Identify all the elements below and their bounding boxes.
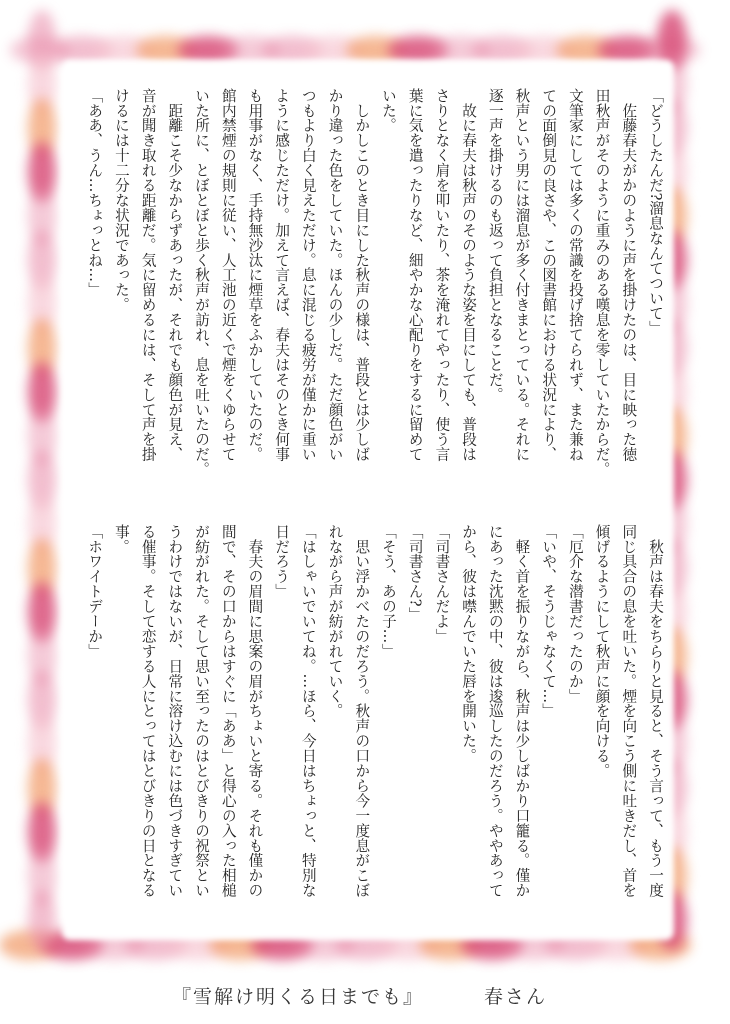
text-column: 「どうしたんだ?溜息なんてついて」 (647, 88, 664, 336)
text-column: 「ああ、うん…ちょっとね…」 (86, 88, 104, 298)
text-column: 葉に気を遣ったりなど、細やかな心配りをするに留めて (406, 88, 424, 462)
text-column: 音が聞き取れる距離だ。気に留めるには、そして声を掛 (139, 88, 157, 462)
text-column: 春夫の眉間に思案の眉がちょいと寄る。それも僅かの (246, 524, 264, 898)
text-column: から、彼は噤んでいた唇を開いた。 (460, 524, 478, 764)
text-column: うわけではないが、日常に溶け込むには色づきすぎてい (166, 524, 184, 898)
text-column: かり違った色をしていた。ほんの少しだ。ただ顔色がい (326, 88, 344, 462)
text-column: けるには十二分な状況であった。 (112, 88, 130, 313)
text-column: 佐藤春夫がかのように声を掛けたのは、目に映った徳 (620, 88, 638, 462)
text-column: 思い浮かべたのだろう。秋声の口から今一度息がこぼ (353, 524, 371, 898)
text-column: も用事がなく、手持無沙汰に煙草をふかしていたのだ。 (246, 88, 264, 462)
text-column: 軽く首を振りながら、秋声は少しばかり口籠る。僅か (513, 524, 531, 898)
text-column: 「いや、そうじゃなくて…」 (540, 524, 558, 719)
watercolor-wash (28, 890, 56, 950)
text-column: ように感じただけ。加えて言えば、春夫はそのとき何事 (273, 88, 291, 462)
text-column: 文筆家にしては多くの常識を投げ捨てられず、また兼ね (566, 88, 584, 462)
text-column: 逐一声を掛けるのも返って負担となることだ。 (486, 88, 504, 402)
text-column: ての面倒見の良さや、この図書館における状況により、 (540, 88, 558, 462)
text-column: 傾げるようにして秋声に顔を向ける。 (593, 524, 611, 779)
text-column: 「司書さん?」 (406, 524, 424, 622)
text-column: 田秋声がそのように重みのある嘆息を零していたからだ。 (593, 88, 611, 477)
text-column: 館内禁煙の規則に従い、人工池の近くで煙をくゆらせて (219, 88, 237, 462)
text-column: にあった沈黙の中、彼は逡巡したのだろう。ややあって (486, 524, 504, 898)
text-column: さりとなく肩を叩いたり、茶を淹れてやったり、使う言 (433, 88, 451, 462)
text-column: 距離こそ少なからずあったが、それでも顔色が見え、 (166, 88, 184, 462)
text-column: 「司書さんだよ」 (433, 524, 451, 644)
text-column: 「厄介な潜書だったのか」 (566, 524, 584, 704)
text-column: 「ホワイトデーか」 (86, 524, 104, 659)
text-column: 日だろう」 (273, 524, 291, 599)
text-column: 「はしゃいでいてね。…ほら、今日はちょっと、特別な (299, 524, 317, 898)
story-title: 『雪解け明くる日までも』 (172, 986, 425, 1008)
text-column: が紡がれた。そして思い至ったのはとびきりの祝祭とい (193, 524, 211, 898)
text-column: 故に春夫は秋声のそのような姿を目にしても、普段は (460, 88, 478, 462)
text-column: れながら声が紡がれていく。 (326, 524, 344, 719)
text-column: 秋声は春夫をちらりと見ると、そう言って、もう一度 (647, 524, 664, 898)
text-column: 同じ具合の息を吐いた。煙を向こう側に吐きだし、首を (620, 524, 638, 898)
text-column: つもより白く見えただけ。息に混じる疲労が僅かに重い (299, 88, 317, 462)
text-column: いた。 (379, 88, 397, 133)
text-column: 事。 (112, 524, 130, 554)
text-column: 間で、その口からはすぐに「ああ」と得心の入った相槌 (219, 524, 237, 898)
text-block-top (80, 88, 668, 498)
text-column: る催事。そして恋する人にとってはとびきりの日となる (139, 524, 157, 898)
text-column: 秋声という男には溜息が多く付きまとっている。それに (513, 88, 531, 462)
text-column: 「そう、あの子…」 (379, 524, 397, 659)
text-column: いた所に、とぼとぼと歩く秋声が訪れ、息を吐いたのだ。 (193, 88, 211, 477)
text-block-bottom (80, 524, 668, 934)
author-name: 春さん (484, 986, 548, 1008)
text-column: しかしこのとき目にした秋声の様は、普段とは少しば (353, 88, 371, 462)
